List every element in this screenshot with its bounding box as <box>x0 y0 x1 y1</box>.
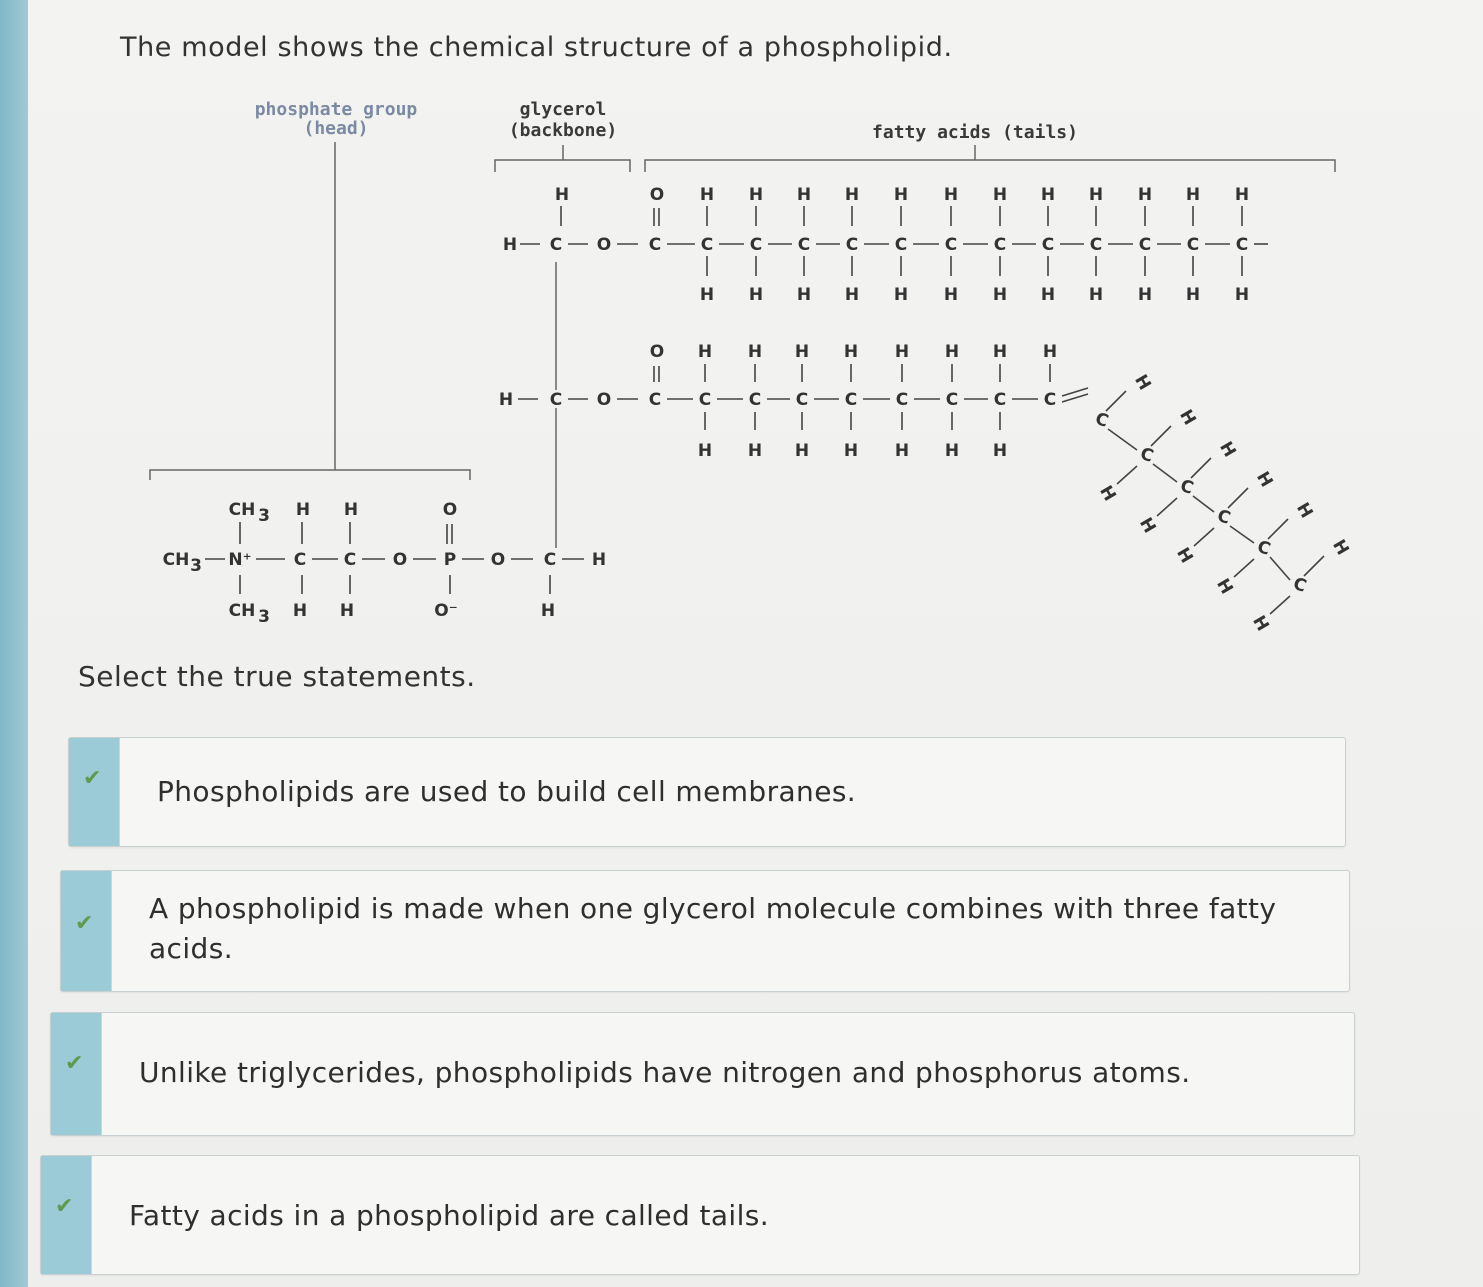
atom-label: H <box>554 185 570 205</box>
atom-label: C <box>795 390 809 410</box>
bond-line <box>1270 596 1290 614</box>
atom-label: C <box>293 550 307 570</box>
atom-label: H <box>992 185 1008 205</box>
atom-label: H <box>794 441 810 461</box>
atom-label: H <box>894 441 910 461</box>
atom-label: H <box>502 235 518 255</box>
atom-label: C <box>1138 235 1152 255</box>
atom-label: C <box>1041 235 1055 255</box>
atom-label: CH <box>228 601 256 621</box>
atom-label: C <box>895 390 909 410</box>
atom-label: C <box>749 235 763 255</box>
atom-label: H <box>498 390 514 410</box>
atom-label: H <box>343 500 359 520</box>
atom-label: H <box>843 342 859 362</box>
check-icon: ✔ <box>55 1194 74 1219</box>
atom-label: C <box>993 235 1007 255</box>
atom-label: H <box>893 285 909 305</box>
atom-label: C <box>1235 235 1249 255</box>
check-icon: ✔ <box>83 766 102 791</box>
choice-2[interactable] <box>60 870 1350 992</box>
choice-tab <box>69 738 120 846</box>
atom-label: C <box>549 390 563 410</box>
atom-label: C <box>1214 505 1233 529</box>
atom-label: H <box>1040 185 1056 205</box>
atom-label: H <box>748 185 764 205</box>
atom-label: H <box>796 285 812 305</box>
bond-line <box>1153 464 1177 482</box>
atom-label: H <box>699 185 715 205</box>
atom-label: H <box>944 441 960 461</box>
prompt-text: Select the true statements. <box>78 660 476 693</box>
atom-label: C <box>648 390 662 410</box>
atom-label: O <box>442 500 458 520</box>
glycerol-sublabel: (backbone) <box>508 120 618 141</box>
atom-label: C <box>945 390 959 410</box>
atom-label: H <box>1137 185 1153 205</box>
atom-label: H <box>943 285 959 305</box>
choice-2-text: A phospholipid is made when one glycerol molecule combines with three fatty acids. <box>149 892 1277 965</box>
atom-label: H <box>748 285 764 305</box>
bond-line <box>1228 488 1248 508</box>
bond-line <box>1191 458 1211 478</box>
bond-line <box>1157 498 1177 516</box>
atom-label: H <box>591 550 607 570</box>
atom-label: H <box>894 342 910 362</box>
atom-label: H <box>1234 185 1250 205</box>
atom-label: O <box>490 550 506 570</box>
atom-label: H <box>540 601 556 621</box>
atom-label: H <box>697 342 713 362</box>
atom-label: O <box>649 342 665 362</box>
atom-label: C <box>543 550 557 570</box>
atom-label: C <box>748 390 762 410</box>
atom-label: C <box>993 390 1007 410</box>
atom-label: C <box>698 390 712 410</box>
choice-tab <box>41 1156 92 1274</box>
atom-label: H <box>992 285 1008 305</box>
bond-line <box>1194 528 1214 546</box>
atom-label: H <box>1215 438 1240 461</box>
atom-label: C <box>1089 235 1103 255</box>
bond-line <box>1268 519 1288 539</box>
bond-line <box>1304 556 1324 576</box>
atom-label: C <box>1186 235 1200 255</box>
bond-line <box>1193 496 1214 512</box>
atom-label: H <box>794 342 810 362</box>
choice-3[interactable] <box>50 1012 1355 1136</box>
bond-line <box>1117 466 1137 484</box>
choice-tab <box>51 1013 102 1135</box>
bond-line <box>1234 559 1254 577</box>
atom-label: H <box>295 500 311 520</box>
atom-label: H <box>1212 575 1237 598</box>
atom-label: H <box>747 342 763 362</box>
atom-label: H <box>1328 536 1353 559</box>
atom-label: H <box>943 185 959 205</box>
atom-label: C <box>1092 408 1111 432</box>
question-text: The model shows the chemical structure of a phospholipid. <box>120 32 953 63</box>
atom-label: H <box>893 185 909 205</box>
atom-label: H <box>1248 612 1273 635</box>
atom-label: H <box>796 185 812 205</box>
atom-label: CH <box>228 500 256 520</box>
atom-label: H <box>992 342 1008 362</box>
choice-1-text: Phospholipids are used to build cell membranes. <box>157 775 857 808</box>
bracket-lines <box>150 142 1335 548</box>
atom-label: C <box>700 235 714 255</box>
bond-line <box>1270 557 1290 580</box>
atom-label: C <box>1254 536 1273 560</box>
atom-label: C <box>1137 443 1156 467</box>
atom-label: H <box>292 601 308 621</box>
atom-label: H <box>944 342 960 362</box>
phosphate-label: phosphate group <box>254 99 418 120</box>
bond-line <box>1108 429 1137 450</box>
atom-label: C <box>549 235 563 255</box>
choice-3-text: Unlike triglycerides, phospholipids have nitrogen and phosphorus atoms. <box>139 1056 1191 1089</box>
atom-label: C <box>894 235 908 255</box>
atom-label: 3 <box>258 607 270 627</box>
atom-label: H <box>1185 185 1201 205</box>
atom-label: H <box>1185 285 1201 305</box>
atom-label: H <box>844 185 860 205</box>
atom-label: H <box>1088 285 1104 305</box>
atom-label: H <box>1130 371 1155 394</box>
atom-label: CH <box>162 550 190 570</box>
atom-label: C <box>1290 573 1309 597</box>
phosphate-sublabel: (head) <box>303 118 369 139</box>
bond-line <box>1230 526 1254 543</box>
atom-label: 3 <box>190 556 202 576</box>
atom-label: H <box>747 441 763 461</box>
atom-label: H <box>699 285 715 305</box>
atom-label: H <box>1172 544 1197 567</box>
atom-label: O <box>596 390 612 410</box>
atom-label: H <box>339 601 355 621</box>
fatty-acids-label: fatty acids (tails) <box>872 122 1078 143</box>
atom-label: H <box>844 285 860 305</box>
choice-4[interactable] <box>40 1155 1360 1275</box>
atom-label: H <box>1292 499 1317 522</box>
atom-label: H <box>1252 468 1277 491</box>
atom-label: H <box>1042 342 1058 362</box>
atom-label: 3 <box>258 506 270 526</box>
atom-label: C <box>944 235 958 255</box>
check-icon: ✔ <box>75 911 94 936</box>
atom-label: H <box>1137 285 1153 305</box>
choice-tab <box>61 871 112 991</box>
atom-label: O <box>392 550 408 570</box>
atom-label: H <box>1088 185 1104 205</box>
molecule-structure <box>163 185 1353 635</box>
atom-label: H <box>1095 482 1120 505</box>
atom-label: H <box>697 441 713 461</box>
atom-label: H <box>843 441 859 461</box>
atom-label: O <box>596 235 612 255</box>
atom-label: H <box>1234 285 1250 305</box>
atom-label: N⁺ <box>228 550 252 570</box>
atom-label: O⁻ <box>434 601 458 621</box>
atom-label: C <box>844 390 858 410</box>
atom-label: H <box>1040 285 1056 305</box>
atom-label: O <box>649 185 665 205</box>
glycerol-label: glycerol <box>519 99 607 120</box>
atom-label: C <box>1043 390 1057 410</box>
atom-label: C <box>648 235 662 255</box>
choice-1[interactable] <box>68 737 1346 847</box>
atom-label: P <box>443 550 457 570</box>
bond-line <box>1106 391 1126 411</box>
atom-label: H <box>1175 406 1200 429</box>
bond-line <box>1151 426 1171 446</box>
atom-label: C <box>797 235 811 255</box>
atom-label: C <box>845 235 859 255</box>
atom-label: C <box>343 550 357 570</box>
atom-label: C <box>1177 475 1196 499</box>
atom-label: H <box>992 441 1008 461</box>
check-icon: ✔ <box>65 1051 84 1076</box>
atom-label: H <box>1135 514 1160 537</box>
choice-4-text: Fatty acids in a phospholipid are called tails. <box>129 1199 770 1232</box>
